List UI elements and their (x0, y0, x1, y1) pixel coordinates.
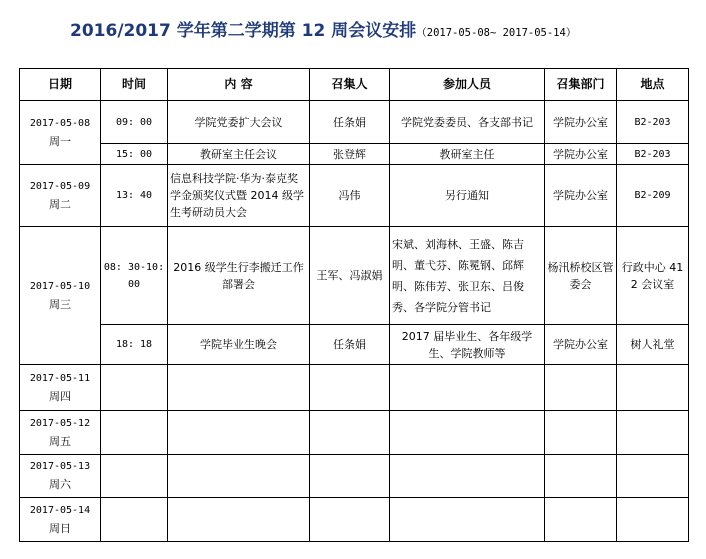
convener-cell: 冯伟 (310, 165, 390, 227)
department-cell: 学院办公室 (545, 325, 617, 365)
time-text: 08: 30-10: 00 (103, 261, 165, 290)
table-header-row (20, 69, 689, 101)
header-participants: 参加人员 (390, 69, 545, 101)
weekday-value: 周一 (49, 134, 71, 148)
date-value: 2017-05-09 (29, 180, 91, 192)
content-cell (168, 455, 310, 498)
date-cell (20, 455, 101, 498)
convener-cell: 王军、冯淑娟 (310, 227, 390, 325)
date-cell (20, 411, 101, 455)
convener-cell (310, 411, 390, 455)
participants-text: 宋斌、刘海林、王盛、陈吉明、董弋芬、陈冕钢、邱辉明、陈伟芳、张卫东、吕俊秀、各学院分管书记 (392, 237, 524, 314)
department-cell (545, 455, 617, 498)
content-cell: 学院毕业生晚会 (168, 325, 310, 365)
header-time: 时间 (101, 69, 168, 101)
date-cell (20, 165, 101, 227)
convener-cell: 任条娟 (310, 101, 390, 144)
participants-cell (390, 498, 545, 542)
department-cell: 学院办公室 (545, 165, 617, 227)
location-cell: B2-203 (617, 144, 689, 165)
table-row (20, 227, 689, 325)
date-value: 2017-05-14 (29, 504, 91, 516)
time-cell (101, 227, 168, 325)
date-value: 2017-05-13 (29, 461, 91, 472)
department-cell: 学院办公室 (545, 144, 617, 165)
department-cell (545, 411, 617, 455)
weekday-value: 周三 (49, 297, 71, 311)
table-row (20, 498, 689, 542)
table-row (20, 144, 689, 165)
date-value: 2017-05-08 (29, 117, 91, 129)
content-cell (168, 498, 310, 542)
convener-cell (310, 498, 390, 542)
page-title (70, 19, 700, 45)
location-cell: B2-203 (617, 101, 689, 144)
location-cell: 树人礼堂 (617, 325, 689, 365)
participants-cell (390, 411, 545, 455)
weekday-value: 周日 (49, 521, 71, 535)
header-location: 地点 (617, 69, 689, 101)
table-row (20, 365, 689, 411)
participants-cell: 另行通知 (390, 165, 545, 227)
title-date-range: （2017-05-08~ 2017-05-14） (416, 27, 577, 39)
time-cell (101, 455, 168, 498)
time-cell: 15: 00 (101, 144, 168, 165)
time-cell (101, 365, 168, 411)
convener-cell: 张登辉 (310, 144, 390, 165)
location-cell (617, 455, 689, 498)
table-row (20, 455, 689, 498)
location-cell: B2-209 (617, 165, 689, 227)
time-cell: 13: 40 (101, 165, 168, 227)
participants-cell (390, 365, 545, 411)
department-cell (545, 365, 617, 411)
content-cell: 教研室主任会议 (168, 144, 310, 165)
convener-cell (310, 365, 390, 411)
convener-cell (310, 455, 390, 498)
time-cell: 18: 18 (101, 325, 168, 365)
participants-text: 2017 届毕业生、各年级学生、学院教师等 (401, 329, 533, 360)
header-date: 日期 (20, 69, 101, 101)
title-main: 2016/2017 学年第二学期第 12 周会议安排 (70, 21, 417, 41)
header-content: 内 容 (168, 69, 310, 101)
date-value: 2017-05-10 (29, 280, 91, 292)
location-cell (617, 498, 689, 542)
weekday-value: 周五 (49, 434, 71, 448)
content-cell (168, 411, 310, 455)
content-text: 信息科技学院·华为·泰克奖学金颁奖仪式暨 2014 级学生考研动员大会 (170, 172, 304, 219)
table-row (20, 411, 689, 455)
weekday-value: 周四 (49, 389, 71, 403)
date-cell (20, 365, 101, 411)
convener-cell: 任条娟 (310, 325, 390, 365)
table-row (20, 101, 689, 144)
department-cell (545, 227, 617, 325)
weekday-value: 周二 (49, 197, 71, 211)
location-cell (617, 227, 689, 325)
date-value: 2017-05-11 (29, 372, 91, 384)
participants-cell: 学院党委委员、各支部书记 (390, 101, 545, 144)
weekday-value: 周六 (49, 478, 71, 491)
content-cell (168, 165, 310, 227)
content-cell (168, 227, 310, 325)
location-cell (617, 411, 689, 455)
date-cell (20, 227, 101, 365)
time-cell (101, 498, 168, 542)
participants-cell (390, 227, 545, 325)
time-cell: 09: 00 (101, 101, 168, 144)
header-department: 召集部门 (545, 69, 617, 101)
header-convener: 召集人 (310, 69, 390, 101)
date-cell (20, 101, 101, 165)
location-text: 行政中心 412 会议室 (621, 260, 684, 291)
location-cell (617, 365, 689, 411)
table-row (20, 325, 689, 365)
meeting-schedule-table (19, 68, 689, 542)
department-cell: 学院办公室 (545, 101, 617, 144)
department-cell (545, 498, 617, 542)
date-cell (20, 498, 101, 542)
participants-cell (390, 455, 545, 498)
participants-cell: 教研室主任 (390, 144, 545, 165)
content-cell: 学院党委扩大会议 (168, 101, 310, 144)
content-cell (168, 365, 310, 411)
table-row (20, 165, 689, 227)
content-text: 2016 级学生行李搬迁工作部署会 (173, 260, 304, 291)
time-cell (101, 411, 168, 455)
date-value: 2017-05-12 (29, 417, 91, 429)
department-text: 杨汛桥校区管委会 (547, 260, 614, 291)
participants-cell (390, 325, 545, 365)
